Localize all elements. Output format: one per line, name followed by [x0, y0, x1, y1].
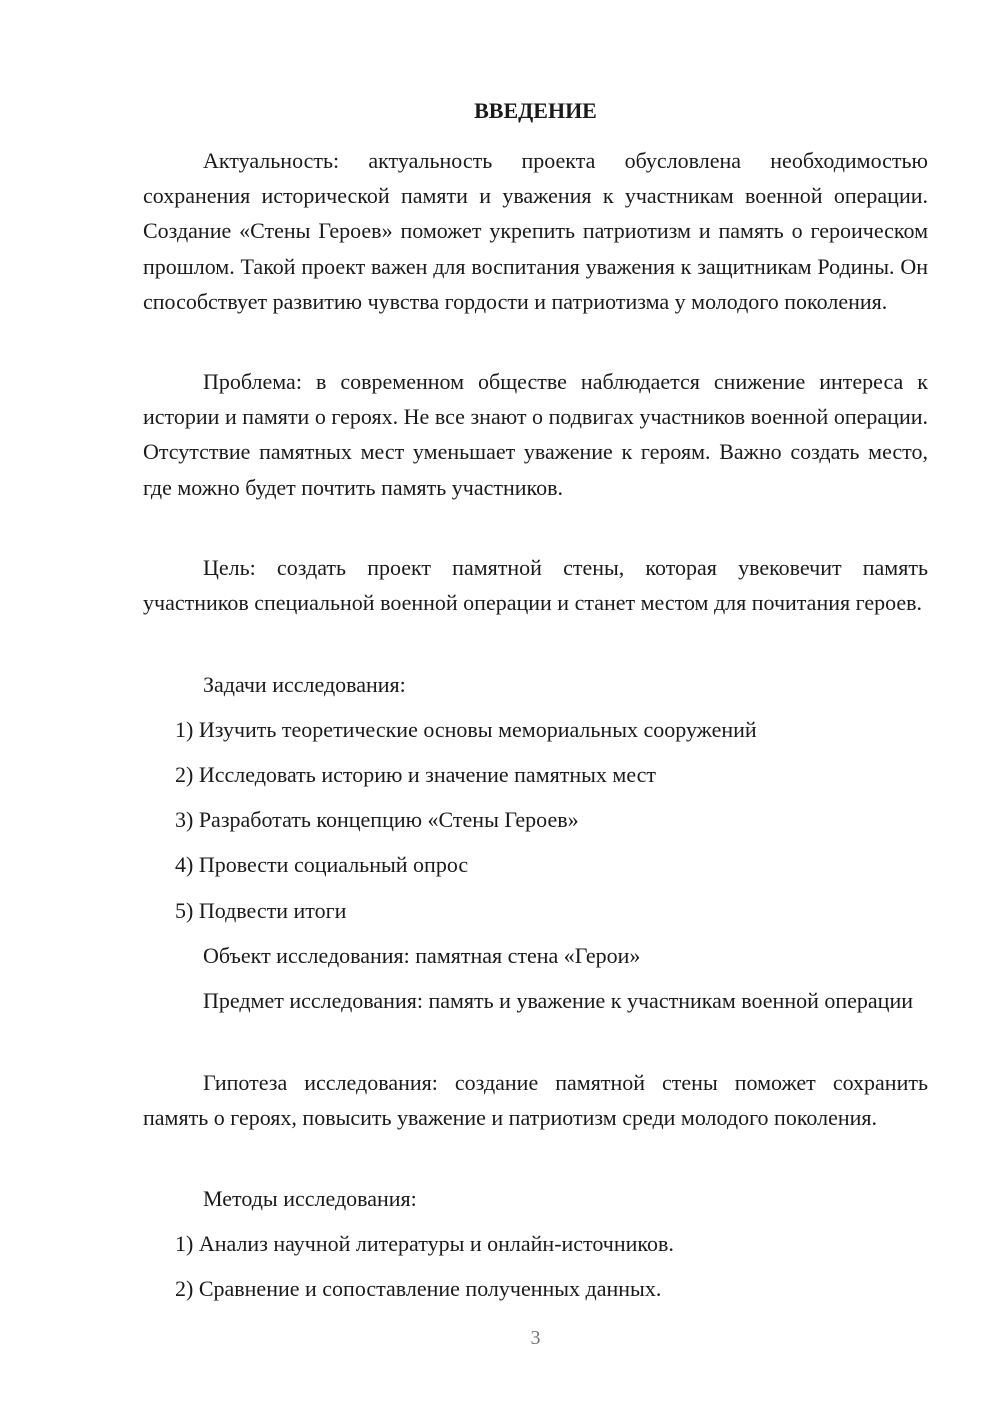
task-item: 1) Изучить теоретические основы мемориальных сооружений — [175, 717, 757, 742]
relevance-paragraph: Актуальность: актуальность проекта обусловлена необходимостью сохранения исторической памяти и уважения к участникам военной операции. Создание «Стены Героев» поможет укрепить патриотизм и память о героическом прошлом. Такой проект важен для воспитания уважения к защитникам Родины. Он способствует развитию чувства гордости и патриотизма у молодого поколения. — [143, 148, 928, 314]
object-paragraph: Объект исследования: памятная стена «Герои» — [203, 943, 641, 968]
tasks-label: Задачи исследования: — [203, 672, 406, 697]
task-item: 4) Провести социальный опрос — [175, 852, 469, 877]
task-item: 2) Исследовать историю и значение памятных мест — [175, 762, 657, 787]
goal-paragraph: Цель: создать проект памятной стены, которая увековечит память участников специальной военной операции и станет местом для почитания героев. — [143, 555, 928, 616]
document-page — [143, 0, 928, 1414]
problem-paragraph: Проблема: в современном обществе наблюдается снижение интереса к истории и памяти о героях. Не все знают о подвигах участников военной операции. Отсутствие памятных мест уменьшает уважение к героям. Важно создать место, где можно будет почтить память участников. — [143, 369, 928, 500]
methods-label: Методы исследования: — [203, 1186, 417, 1211]
method-item: 2) Сравнение и сопоставление полученных данных. — [175, 1276, 662, 1301]
section-heading: ВВЕДЕНИЕ — [474, 98, 597, 123]
subject-paragraph: Предмет исследования: память и уважение к участникам военной операции — [203, 988, 913, 1013]
page-number: 3 — [530, 1327, 541, 1349]
method-item: 1) Анализ научной литературы и онлайн-источников. — [175, 1231, 674, 1256]
task-item: 3) Разработать концепцию «Стены Героев» — [175, 807, 579, 832]
hypothesis-paragraph: Гипотеза исследования: создание памятной стены поможет сохранить память о героях, повысить уважение и патриотизм среди молодого поколения. — [143, 1070, 928, 1131]
task-item: 5) Подвести итоги — [175, 898, 347, 923]
